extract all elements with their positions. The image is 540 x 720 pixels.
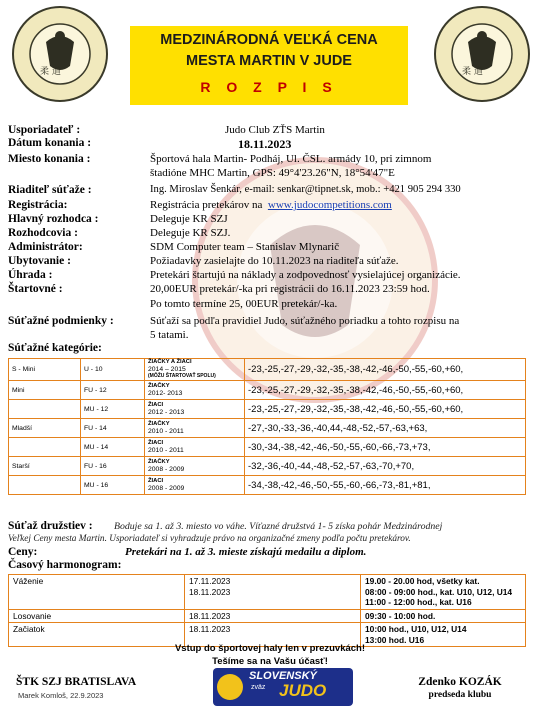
category-name <box>145 381 245 400</box>
schedule-date: 18.11.2023 <box>189 586 231 597</box>
referees-value: Deleguje KR SZJ. <box>150 227 231 239</box>
category-years: 2012- 2013 <box>148 390 183 397</box>
payment-value: Pretekári štartujú na náklady a zodpovednosť vysielajúcej organizácie. <box>150 269 461 281</box>
date-value: 18.11.2023 <box>238 137 292 151</box>
category-group <box>9 438 81 457</box>
entry-fee-line-2: Po tomto termíne 25, 00EUR pretekár/-ka. <box>150 298 338 310</box>
szj-logo-line-3: JUDO <box>279 681 327 700</box>
category-note: (MÔŽU ŠTARTOVAŤ SPOLU) <box>148 373 216 379</box>
organizer-value: Judo Club ZŤS Martin <box>225 124 325 136</box>
footer-note-1: Vstup do športovej haly len v prezuvkách! <box>174 643 366 654</box>
category-group: Starší <box>9 457 81 476</box>
subtitle: R O Z P I S <box>200 79 338 95</box>
category-years: 2008 - 2009 <box>148 485 185 492</box>
club-logo-right <box>432 4 532 104</box>
schedule-time: 10:00 hod., U10, U12, U14 <box>365 624 467 634</box>
head-referee-label: Hlavný rozhodca : <box>8 213 99 225</box>
schedule-time: 09:30 - 10:00 hod. <box>361 609 526 623</box>
footer-right-title: predseda klubu <box>428 690 492 700</box>
schedule-date: 18.11.2023 <box>185 623 361 647</box>
szj-logo <box>213 668 353 706</box>
schedule-time: 08:00 - 09:00 hod., kat. U10, U12, U14 <box>365 586 513 597</box>
head-referee-value: Deleguje KR SZJ <box>150 213 228 225</box>
category-group: Mladší <box>9 419 81 438</box>
category-name <box>145 476 245 495</box>
schedule-table <box>8 574 526 647</box>
category-weights: -23,-25,-27,-29,-32,-35,-38,-42,-46,-50,-55,-60,+60, <box>245 381 526 400</box>
schedule-heading: Časový harmonogram: <box>8 559 122 571</box>
footer-right-name: Zdenko KOZÁK <box>418 676 502 688</box>
category-code: U - 10 <box>81 359 145 381</box>
category-name <box>145 400 245 419</box>
category-name <box>145 359 245 381</box>
category-weights: -27,-30,-33,-36,-40,44,-48,-52,-57,-63,+63, <box>245 419 526 438</box>
category-code: FU - 16 <box>81 457 145 476</box>
category-code: MU - 16 <box>81 476 145 495</box>
accommodation-label: Ubytovanie : <box>8 255 71 267</box>
team-label: Súťaž družstiev : <box>8 520 93 532</box>
category-code: FU - 14 <box>81 419 145 438</box>
table-row <box>9 609 526 623</box>
category-weights: -34,-38,-42,-46,-50,-55,-60,-66,-73,-81,+81, <box>245 476 526 495</box>
category-group <box>9 476 81 495</box>
category-weights: -30,-34,-38,-42,-46,-50,-55,-60,-66,-73,+73, <box>245 438 526 457</box>
conditions-label: Súťažné podmienky : <box>8 315 114 327</box>
svg-text:柔 道: 柔 道 <box>40 67 61 77</box>
table-row <box>9 419 526 438</box>
organizer-label: Usporiadateľ : <box>8 124 81 136</box>
category-name <box>145 457 245 476</box>
categories-heading: Súťažné kategórie: <box>8 342 102 354</box>
judo-club-martin-logo <box>10 4 110 104</box>
category-code: MU - 12 <box>81 400 145 419</box>
date-label: Dátum konania : <box>8 137 92 149</box>
category-group: S - Mini <box>9 359 81 381</box>
svg-text:柔 道: 柔 道 <box>462 67 483 77</box>
registration-text: Registrácia pretekárov na <box>150 199 263 211</box>
title-line-1: MEDZINÁRODNÁ VEĽKÁ CENA <box>160 32 378 48</box>
szj-logo-line-1: SLOVENSKÝ <box>249 670 317 682</box>
category-name <box>145 419 245 438</box>
category-title: ŽIACI <box>148 402 164 408</box>
prizes-label: Ceny: <box>8 546 38 558</box>
title-line-2: MESTA MARTIN V JUDE <box>186 53 352 69</box>
categories-table <box>8 358 526 495</box>
venue-line-2: štadióne MHC Martin, GPS: 49°4'23.26"N, 18°54'47"E <box>150 167 395 179</box>
team-line-1: Boduje sa 1. až 3. miesto vo váhe. Víťazné družstvá 1- 5 získa pohár Medzinárodnej <box>114 521 443 532</box>
category-weights: -23,-25,-27,-29,-32,-35,-38,-42,-46,-50,-55,-60,+60, <box>245 359 526 381</box>
schedule-time: 13:00 hod. U16 <box>365 634 425 645</box>
category-years: 2008 - 2009 <box>148 466 185 473</box>
administrator-value: SDM Computer team – Stanislav Mlynarič <box>150 241 340 253</box>
category-years: 2010 - 2011 <box>148 447 184 454</box>
conditions-line-2: 5 tatami. <box>150 329 189 341</box>
category-weights: -32,-36,-40,-44,-48,-52,-57,-63,-70,+70, <box>245 457 526 476</box>
payment-label: Úhrada : <box>8 269 53 281</box>
footer-left-org: ŠTK SZJ BRATISLAVA <box>16 676 137 688</box>
category-title: ŽIAČKY <box>148 459 170 465</box>
schedule-time: 11:00 - 12:00 hod., kat. U16 <box>365 597 472 607</box>
entry-fee-line-1: 20,00EUR pretekár/-ka pri registrácii do 16.11.2023 23:59 hod. <box>150 283 430 295</box>
table-row <box>9 381 526 400</box>
director-value: Ing. Miroslav Šenkár, e-mail: senkar@tipnet.sk, mob.: +421 905 294 330 <box>150 184 461 195</box>
schedule-name: Začiatok <box>9 623 185 647</box>
category-title: ŽIACI <box>148 478 164 484</box>
venue-line-1: Športová hala Martin- Podháj, Ul. ČSL. armády 10, pri zimnom <box>150 153 432 165</box>
accommodation-value: Požiadavky zasielajte do 10.11.2023 na riaditeľa súťaže. <box>150 255 399 267</box>
category-code: FU - 12 <box>81 381 145 400</box>
category-title: ŽIAČKY <box>148 421 170 427</box>
prizes-text: Pretekári na 1. až 3. mieste získajú medailu a diplom. <box>125 546 367 558</box>
schedule-name: Váženie <box>9 575 185 610</box>
director-label: Riaditeľ súťaže : <box>8 184 92 196</box>
footer-left-signature: Marek Komloš, 22.9.2023 <box>18 691 104 700</box>
category-weights: -23,-25,-27,-29,-32,-35,-38,-42,-46,-50,-55,-60,+60, <box>245 400 526 419</box>
category-code: MU - 14 <box>81 438 145 457</box>
schedule-name: Losovanie <box>9 609 185 623</box>
footer-note-2: Tešíme sa na Vašu účasť! <box>212 656 328 667</box>
schedule-dates <box>185 575 361 610</box>
table-row <box>9 438 526 457</box>
judo-club-martin-logo <box>432 4 532 104</box>
title-banner <box>130 26 408 105</box>
category-title: ŽIAČKY A ŽIACI <box>148 359 192 365</box>
category-name <box>145 438 245 457</box>
schedule-date: 18.11.2023 <box>185 609 361 623</box>
registration-link[interactable]: www.judocompetitions.com <box>267 199 392 211</box>
registration-label: Registrácia: <box>8 199 68 211</box>
table-row <box>9 476 526 495</box>
administrator-label: Administrátor: <box>8 241 83 253</box>
referees-label: Rozhodcovia : <box>8 227 78 239</box>
entry-fee-label: Štartovné : <box>8 283 63 295</box>
category-years: 2012 - 2013 <box>148 409 185 416</box>
category-years: 2010 - 2011 <box>148 428 184 435</box>
table-row <box>9 575 526 610</box>
category-title: ŽIAČKY <box>148 383 170 389</box>
szj-logo-line-2: zväz <box>251 684 266 691</box>
club-logo-left <box>10 4 110 104</box>
conditions-line-1: Súťaží sa podľa pravidiel Judo, súťažného poriadku a tohto rozpisu na <box>150 315 460 327</box>
category-years: 2014 – 2015 <box>148 366 186 373</box>
registration-value <box>150 199 392 211</box>
category-group <box>9 400 81 419</box>
szj-emblem-icon <box>217 674 243 700</box>
table-row <box>9 457 526 476</box>
table-row <box>9 359 526 381</box>
category-group: Mini <box>9 381 81 400</box>
schedule-times <box>361 575 526 610</box>
schedule-time: 19.00 - 20.00 hod, všetky kat. <box>365 576 480 586</box>
category-title: ŽIACI <box>148 440 164 446</box>
table-row <box>9 400 526 419</box>
venue-label: Miesto konania : <box>8 153 91 165</box>
schedule-date: 17.11.2023 <box>189 576 231 586</box>
team-line-2: Veľkej Ceny mesta Martin. Usporiadateľ si vyhradzuje právo na organizačné zmeny podľa počtu pretekárov. <box>8 534 411 544</box>
